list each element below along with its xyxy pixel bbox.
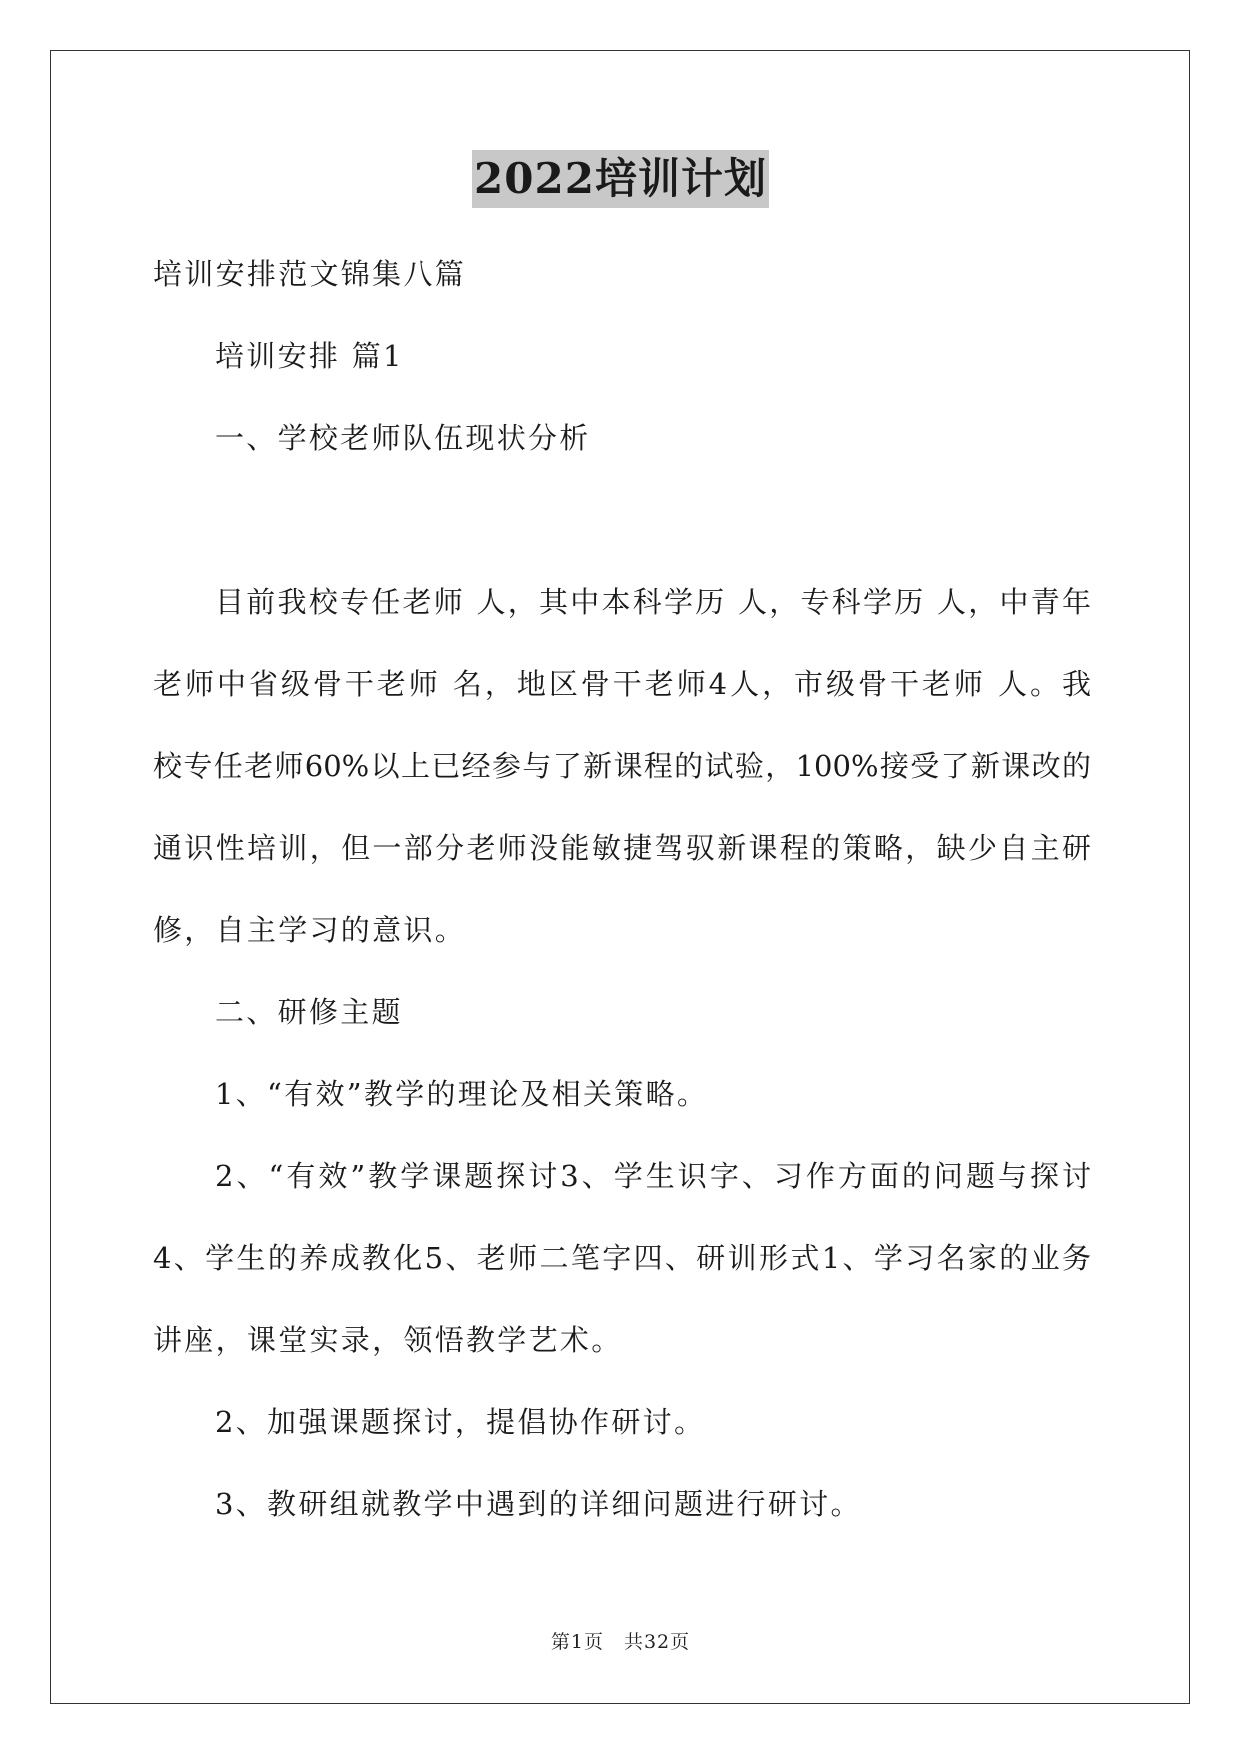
list-item-4: 3、教研组就教学中遇到的详细问题进行研讨。 xyxy=(215,1487,862,1521)
document-title: 2022培训计划 xyxy=(472,150,769,208)
paragraph-2 xyxy=(153,1135,1091,1381)
paragraph-1-line-2: 老师中省级骨干老师 名，地区骨干老师4人，市级骨干老师 人。我 xyxy=(153,667,1091,701)
heading-1: 一、学校老师队伍现状分析 xyxy=(215,421,591,455)
section-heading: 培训安排 篇1 xyxy=(215,339,404,373)
document-subtitle: 培训安排范文锦集八篇 xyxy=(153,257,467,291)
title-container xyxy=(0,150,1241,208)
page-footer: 第1页 共32页 xyxy=(550,1631,691,1653)
list-item-1: 1、“有效”教学的理论及相关策略。 xyxy=(215,1077,709,1111)
document-body xyxy=(153,233,1091,1545)
paragraph-gap xyxy=(153,479,1091,561)
paragraph-1-line-4: 通识性培训，但一部分老师没能敏捷驾驭新课程的策略，缺少自主研 xyxy=(153,831,1091,865)
paragraph-2-line-1: 2、“有效”教学课题探讨3、学生识字、习作方面的问题与探讨 xyxy=(215,1159,1091,1193)
heading-2: 二、研修主题 xyxy=(215,995,403,1029)
paragraph-1-line-5: 修，自主学习的意识。 xyxy=(153,913,467,947)
paragraph-1-line-3: 校专任老师60%以上已经参与了新课程的试验，100%接受了新课改的 xyxy=(153,749,1091,783)
paragraph-1 xyxy=(153,561,1091,971)
paragraph-2-line-3: 讲座，课堂实录，领悟教学艺术。 xyxy=(153,1323,623,1357)
list-item-3: 2、加强课题探讨，提倡协作研讨。 xyxy=(215,1405,706,1439)
paragraph-1-line-1: 目前我校专任老师 人，其中本科学历 人，专科学历 人，中青年 xyxy=(215,585,1091,619)
paragraph-2-line-2: 4、学生的养成教化5、老师二笔字四、研训形式1、学习名家的业务 xyxy=(153,1241,1091,1275)
